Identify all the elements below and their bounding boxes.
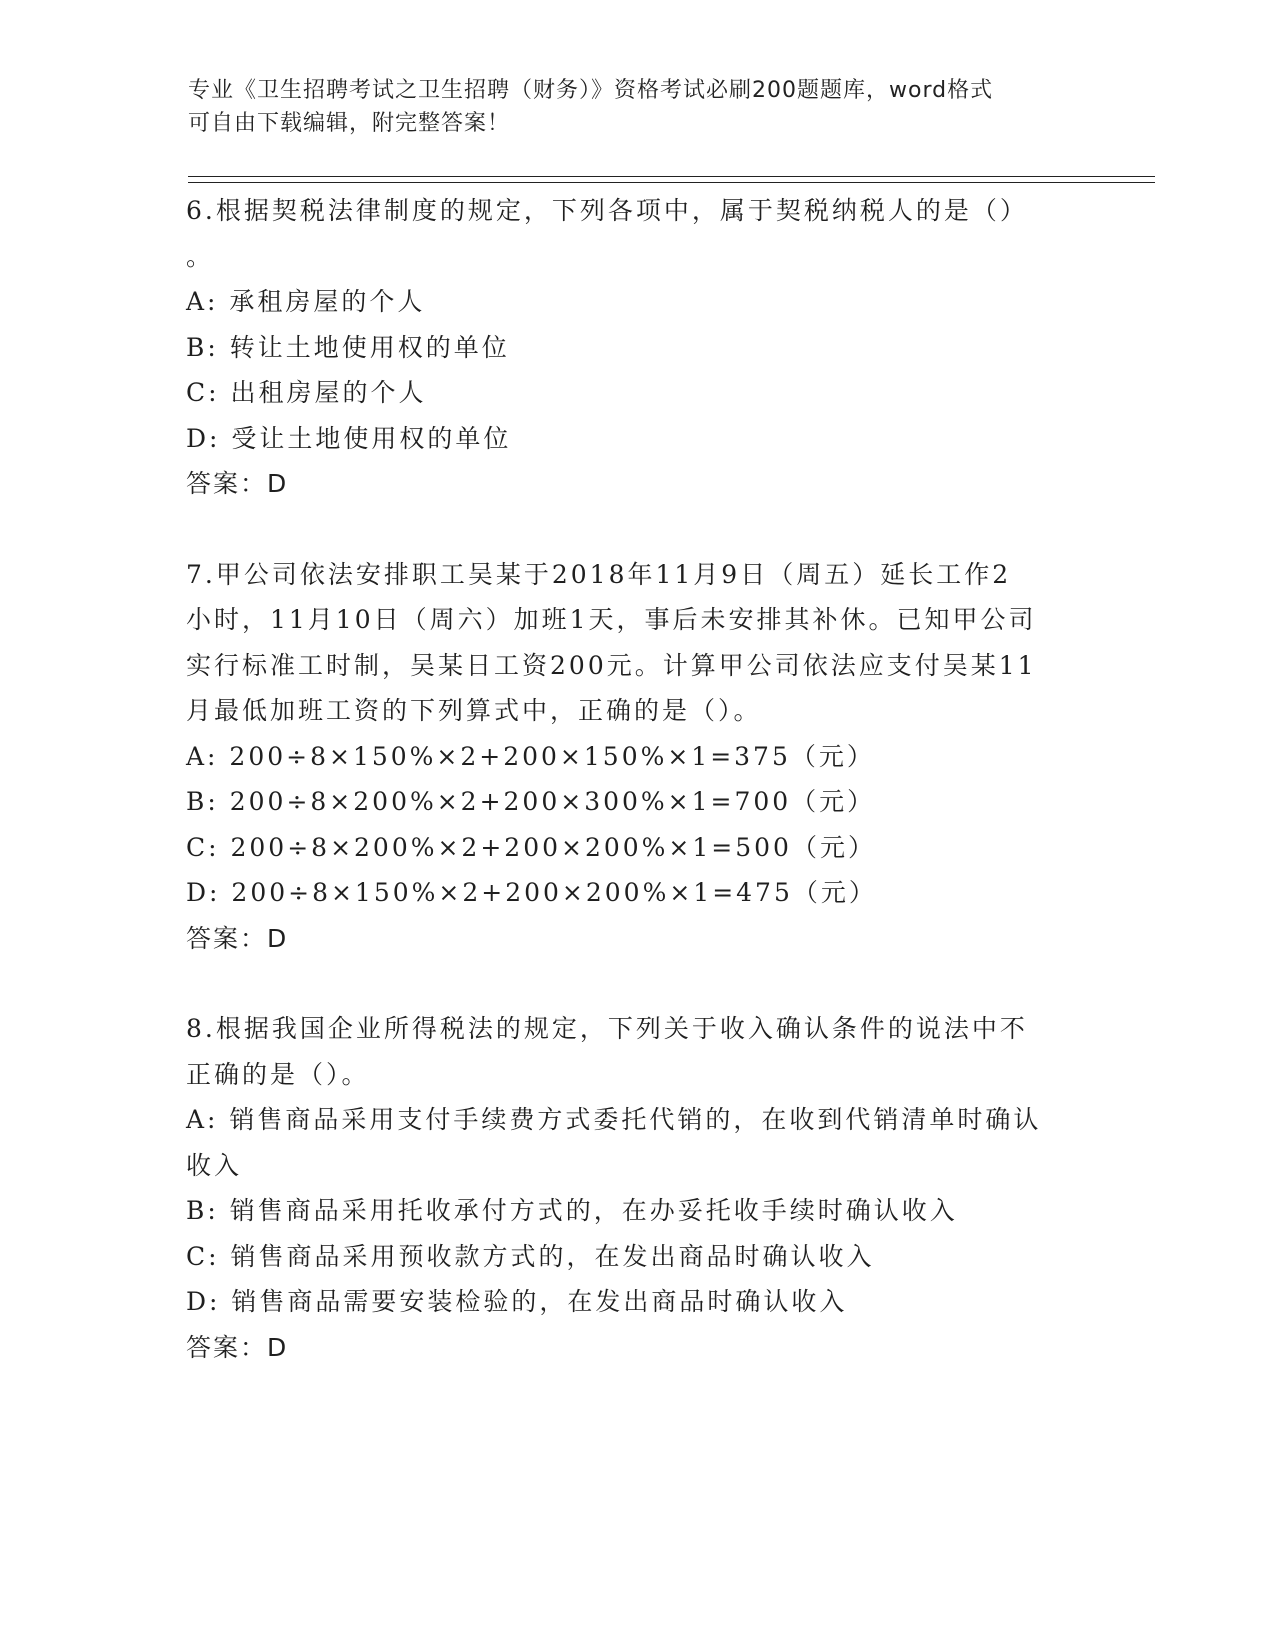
option-a: A: 200÷8×150%×2+200×150%×1=375（元）: [186, 741, 875, 771]
option-c: C: 销售商品采用预收款方式的，在发出商品时确认收入: [186, 1241, 875, 1271]
option-c: C: 200÷8×200%×2+200×200%×1=500（元）: [186, 832, 876, 862]
option-b: B: 转让土地使用权的单位: [186, 332, 510, 362]
header-line-2: 可自由下载编辑，附完整答案！: [188, 111, 511, 136]
option-a: A: 承租房屋的个人: [186, 287, 426, 316]
question-stem-line: 。: [186, 241, 215, 271]
option-a: A: 销售商品采用支付手续费方式委托代销的，在收到代销清单时确认: [186, 1105, 1042, 1134]
question-stem-line: 正确的是（）。: [186, 1059, 370, 1089]
question-7: [186, 552, 1086, 962]
question-stem-line: 7.甲公司依法安排职工吴某于2018年11月9日（周五）延长工作2: [186, 559, 1012, 589]
question-8: [186, 1006, 1086, 1370]
question-stem-line: 8.根据我国企业所得税法的规定，下列关于收入确认条件的说法中不: [186, 1014, 1028, 1043]
option-d: D: 200÷8×150%×2+200×200%×1=475（元）: [186, 878, 877, 907]
question-list: [186, 188, 1086, 1370]
question-6: [186, 188, 1086, 507]
option-b: B: 销售商品采用托收承付方式的，在办妥托收手续时确认收入: [186, 1196, 958, 1225]
answer: 答案：D: [186, 469, 289, 498]
question-spacer: [186, 961, 1086, 1006]
question-stem-line: 月最低加班工资的下列算式中，正确的是（）。: [186, 696, 762, 725]
option-c: C: 出租房屋的个人: [186, 378, 427, 407]
option-b: B: 200÷8×200%×2+200×300%×1=700（元）: [186, 787, 876, 816]
answer: 答案：D: [186, 923, 289, 953]
option-d: D: 受让土地使用权的单位: [186, 423, 512, 453]
header-line-1: 专业《卫生招聘考试之卫生招聘（财务）》资格考试必刷200题题库，word格式: [188, 78, 994, 103]
option-a-continued: 收入: [186, 1150, 243, 1180]
answer: 答案：D: [186, 1332, 289, 1362]
question-stem-line: 实行标准工时制，吴某日工资200元。计算甲公司依法应支付吴某11: [186, 650, 1037, 680]
page-header: [188, 74, 1088, 140]
option-d: D: 销售商品需要安装检验的，在发出商品时确认收入: [186, 1287, 848, 1316]
header-divider: [188, 176, 1155, 183]
question-stem-line: 6.根据契税法律制度的规定，下列各项中，属于契税纳税人的是（）: [186, 196, 1028, 225]
question-spacer: [186, 507, 1086, 552]
question-stem-line: 小时，11月10日（周六）加班1天，事后未安排其补休。已知甲公司: [186, 605, 1037, 634]
